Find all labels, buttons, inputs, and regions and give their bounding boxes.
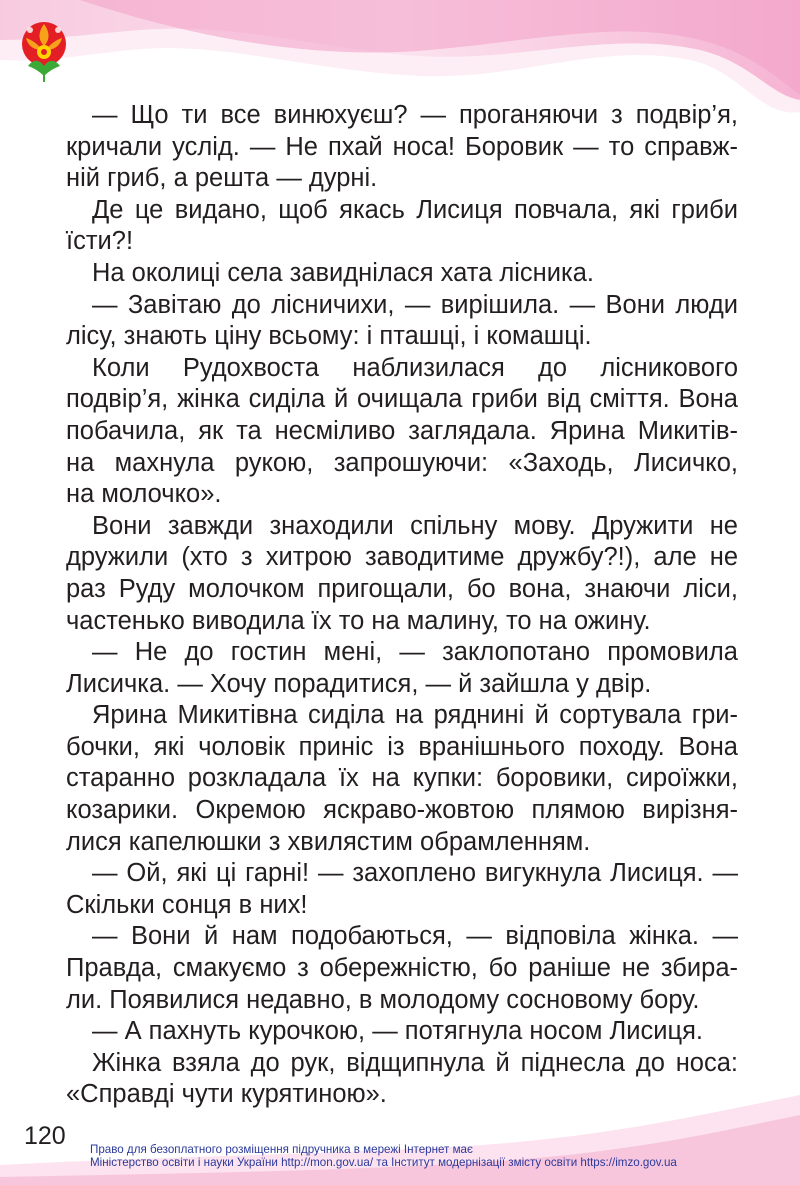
text-line: лісу, знають ціну всьому: і пташці, і комашці. <box>66 322 592 351</box>
text-line: раз Руду молочком пригощали, бо вона, знаючи ліси, <box>66 574 738 603</box>
paragraph <box>66 858 738 921</box>
text-line: козарики. Окремою яскраво-жовтою плямою вирізня- <box>66 796 738 825</box>
page-number: 120 <box>24 1122 66 1150</box>
text-line: — Що ти все винюхуєш? — проганяючи з подвір’я, <box>92 101 738 129</box>
story-text <box>66 100 738 1111</box>
text-line: Лисичка. — Хочу порадитися, — й зайшла у двір. <box>66 669 652 698</box>
text-line: Де це видано, щоб якась Лисиця повчала, які гриби <box>92 195 738 224</box>
text-line: — Не до гостин мені, — заклопотано промовила <box>92 638 738 667</box>
text-line: Жінка взяла до рук, відщипнула й піднесла до носа: <box>92 1048 738 1077</box>
paragraph <box>66 258 738 290</box>
paragraph <box>66 700 738 858</box>
text-line: ній гриб, а решта — дурні. <box>66 164 378 193</box>
text-line: старанно розкладала їх на купки: боровики, сироїжки, <box>66 764 738 793</box>
copyright-line-1: Право для безоплатного розміщення підручника в мережі Інтернет має <box>90 1143 473 1156</box>
text-line: на махнула рукою, запрошуючи: «Заходь, Лисичко, <box>66 448 738 477</box>
copyright-line-2: Міністерство освіти і науки України http://mon.gov.ua/ та Інститут модернізації змісту освіти https://imzo.gov.ua <box>90 1156 677 1169</box>
paragraph <box>66 637 738 700</box>
text-line: — Завітаю до лісничихи, — вирішила. — Вони люди <box>92 290 738 319</box>
paragraph <box>66 1016 738 1048</box>
text-line: — А пахнуть курочкою, — потягнула носом Лисиця. <box>92 1017 704 1046</box>
text-line: Ярина Микитівна сиділа на ряднині й сортувала гри- <box>92 701 738 730</box>
text-line: їсти?! <box>66 227 134 256</box>
text-line: ли. Появилися недавно, в молодому сосновому бору. <box>66 985 700 1014</box>
paragraph <box>66 195 738 258</box>
paragraph <box>66 290 738 353</box>
text-line: Вони завжди знаходили спільну мову. Дружити не <box>92 511 738 540</box>
folk-flower-icon <box>18 18 70 84</box>
paragraph <box>66 921 738 1016</box>
text-line: — Ой, які ці гарні! — захоплено вигукнула Лисиця. — <box>92 859 738 888</box>
text-line: На околиці села завиднілася хата лісника. <box>92 258 594 287</box>
text-line: частенько виводила їх то на малину, то на ожину. <box>66 606 651 635</box>
text-line: побачила, як та несміливо заглядала. Ярина Микитів- <box>66 416 738 445</box>
text-line: Правда, смакуємо з обережністю, бо раніше не збира- <box>66 954 738 983</box>
paragraph <box>66 353 738 511</box>
copyright-notice <box>90 1143 677 1169</box>
text-line: — Вони й нам подобаються, — відповіла жінка. — <box>92 922 738 951</box>
text-line: «Справді чути курятиною». <box>66 1080 387 1109</box>
paragraph <box>66 511 738 637</box>
text-line: дружили (хто з хитрою заводитиме дружбу?!), але не <box>66 543 738 572</box>
paragraph <box>66 100 738 195</box>
text-line: кричали услід. — Не пхай носа! Боровик — то справж- <box>66 132 738 161</box>
text-line: бочки, які чоловік приніс із вранішнього походу. Вона <box>66 732 738 761</box>
bottom-pink-wave <box>0 1095 800 1185</box>
text-line: подвір’я, жінка сиділа й очищала гриби від сміття. Вона <box>66 385 738 414</box>
text-line: лися капелюшки з хвилястим обрамленням. <box>66 827 591 856</box>
text-line: на молочко». <box>66 480 222 509</box>
text-line: Коли Рудохвоста наблизилася до лісникового <box>92 353 738 382</box>
text-line: Скільки сонця в них! <box>66 890 308 919</box>
